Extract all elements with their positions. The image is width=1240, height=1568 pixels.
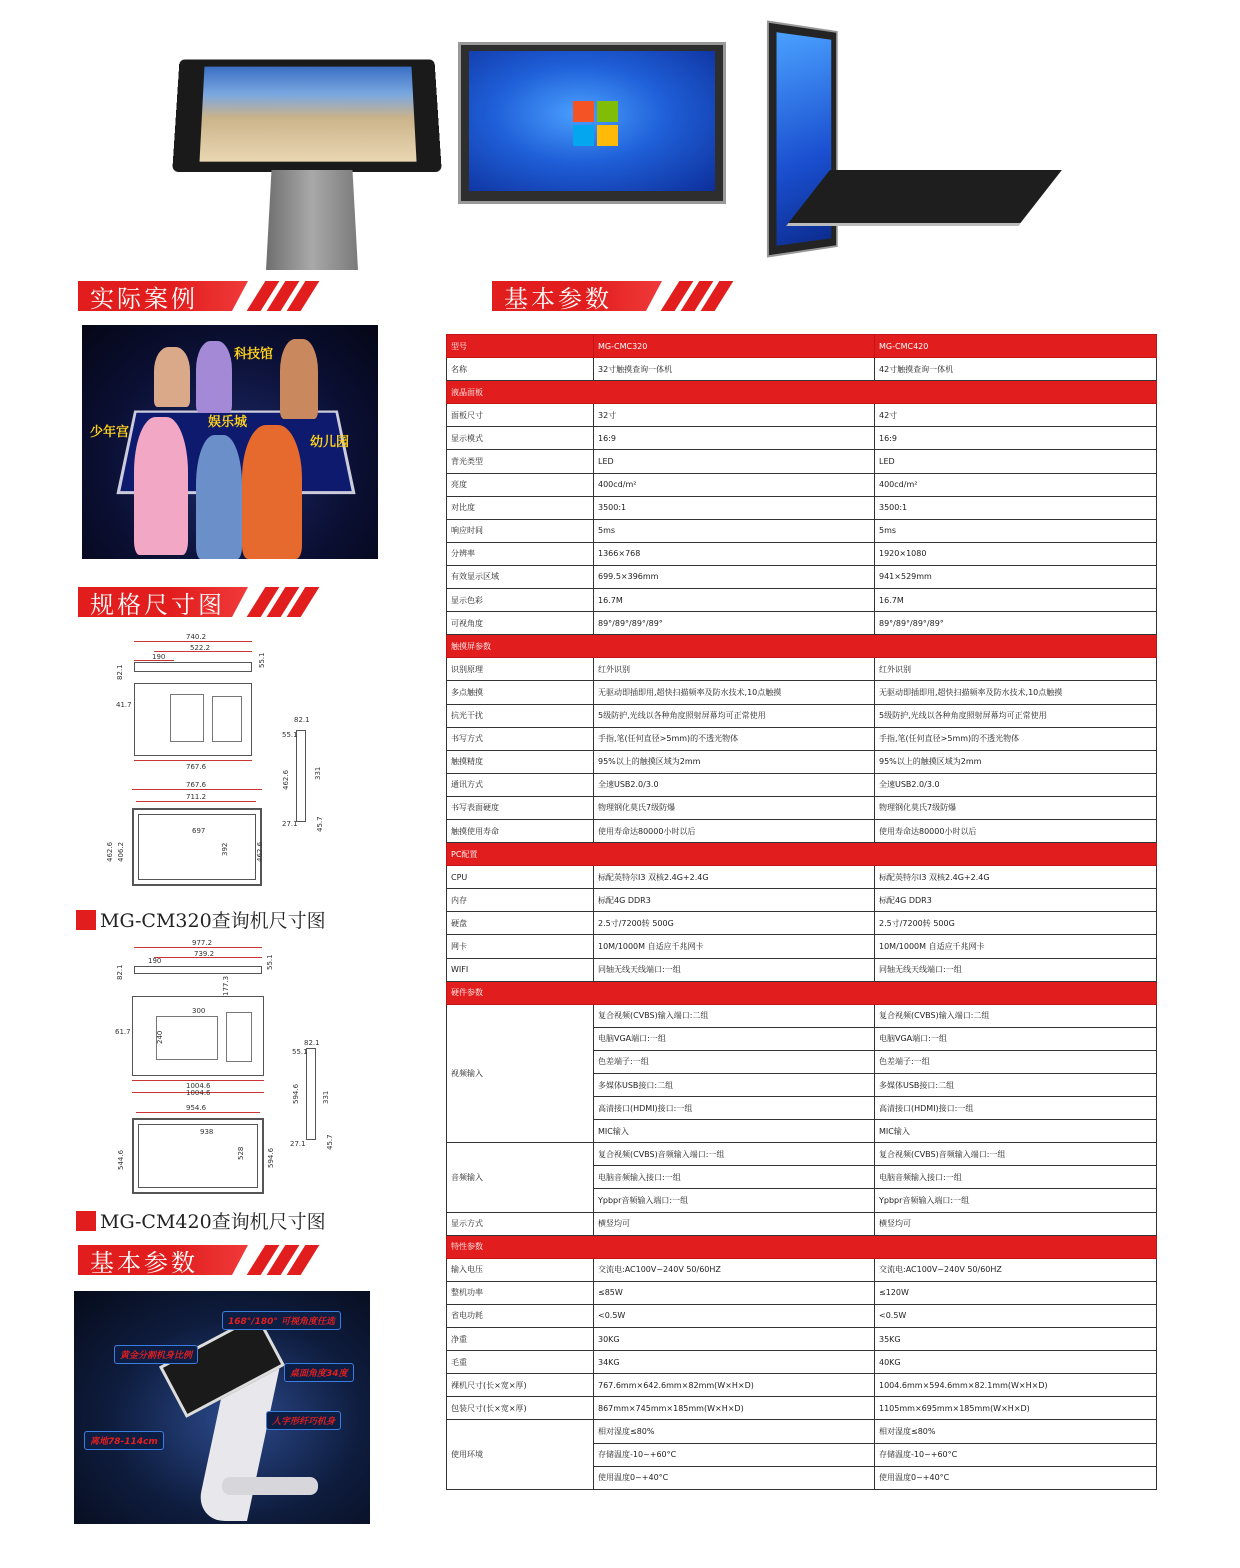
spec-row xyxy=(447,1420,1157,1443)
spec-section-row xyxy=(447,843,1157,866)
spec-cell-c2: 89°/89°/89°/89° xyxy=(594,612,875,635)
spec-row xyxy=(447,404,1157,427)
spec-cell-c3: 2.5寸/7200转 500G xyxy=(875,912,1157,935)
spec-row xyxy=(447,1304,1157,1327)
callout-golden-ratio: 黄金分割机身比例 xyxy=(114,1345,198,1364)
spec-cell-c3: 95%以上的触摸区域为2mm xyxy=(875,750,1157,773)
spec-cell-c3: MG-CMC420 xyxy=(875,335,1157,358)
spec-row xyxy=(447,727,1157,750)
spec-cell-c1: 可视角度 xyxy=(447,612,594,635)
spec-cell-c2: 16.7M xyxy=(594,589,875,612)
spec-row xyxy=(447,1258,1157,1281)
spec-cell-c1: 使用环境 xyxy=(447,1420,594,1489)
case-label-kindergarten: 幼儿园 xyxy=(310,435,350,450)
spec-cell-c1: 输入电压 xyxy=(447,1258,594,1281)
spec-cell-c1: 触摸精度 xyxy=(447,750,594,773)
spec-cell-c2: 34KG xyxy=(594,1351,875,1374)
spec-cell-c1: 裸机尺寸(长×宽×厚) xyxy=(447,1374,594,1397)
spec-cell-c3: 400cd/m² xyxy=(875,473,1157,496)
spec-cell-c3: 10M/1000M 自适应千兆网卡 xyxy=(875,935,1157,958)
spec-cell-c1: 视频输入 xyxy=(447,1004,594,1143)
spec-row xyxy=(447,866,1157,889)
spec-cell-c3: 3500:1 xyxy=(875,496,1157,519)
spec-cell-c2: MG-CMC320 xyxy=(594,335,875,358)
spec-row xyxy=(447,935,1157,958)
spec-cell-c1: 显示色彩 xyxy=(447,589,594,612)
spec-cell-c3: 42寸 xyxy=(875,404,1157,427)
spec-cell-c1: PC配置 xyxy=(447,843,1157,866)
spec-row xyxy=(447,612,1157,635)
spec-row xyxy=(447,1281,1157,1304)
spec-cell-c1: 显示方式 xyxy=(447,1212,594,1235)
spec-row xyxy=(447,565,1157,588)
spec-cell-c1: 书写表面硬度 xyxy=(447,796,594,819)
section-header-dimensions: 规格尺寸图 xyxy=(78,587,318,617)
spec-cell-c3: 高清接口(HDMI)接口:一组 xyxy=(875,1097,1157,1120)
spec-cell-c3: 42寸触摸查询一体机 xyxy=(875,358,1157,381)
case-label-youth-palace: 少年宫 xyxy=(90,425,130,440)
spec-row xyxy=(447,889,1157,912)
spec-cell-c3: 89°/89°/89°/89° xyxy=(875,612,1157,635)
spec-cell-c3: 1105mm×695mm×185mm(W×H×D) xyxy=(875,1397,1157,1420)
spec-row xyxy=(447,681,1157,704)
spec-cell-c2: 存储温度-10~+60°C xyxy=(594,1443,875,1466)
spec-cell-c3: 电脑VGA端口:一组 xyxy=(875,1027,1157,1050)
spec-cell-c1: 整机功率 xyxy=(447,1281,594,1304)
spec-cell-c2: 使用寿命达80000小时以后 xyxy=(594,819,875,842)
spec-cell-c2: 30KG xyxy=(594,1328,875,1351)
spec-cell-c3: 标配4G DDR3 xyxy=(875,889,1157,912)
spec-cell-c1: 显示模式 xyxy=(447,427,594,450)
spec-cell-c3: 使用寿命达80000小时以后 xyxy=(875,819,1157,842)
spec-cell-c3: 35KG xyxy=(875,1328,1157,1351)
spec-cell-c3: 横竖均可 xyxy=(875,1212,1157,1235)
spec-cell-c3: 5ms xyxy=(875,519,1157,542)
spec-row xyxy=(447,1004,1157,1027)
spec-cell-c2: Ypbpr音频输入端口:一组 xyxy=(594,1189,875,1212)
spec-cell-c3: 使用温度0~+40°C xyxy=(875,1466,1157,1489)
spec-cell-c3: 无驱动即插即用,超快扫描频率及防水技术,10点触摸 xyxy=(875,681,1157,704)
spec-cell-c3: 同轴无线天线端口:一组 xyxy=(875,958,1157,981)
spec-cell-c1: 分辨率 xyxy=(447,542,594,565)
spec-cell-c1: 网卡 xyxy=(447,935,594,958)
spec-cell-c1: 毛重 xyxy=(447,1351,594,1374)
case-label-entertainment: 娱乐城 xyxy=(208,415,248,430)
spec-cell-c2: 复合视频(CVBS)输入端口:二组 xyxy=(594,1004,875,1027)
spec-cell-c3: 红外识别 xyxy=(875,658,1157,681)
spec-cell-c1: 有效显示区域 xyxy=(447,565,594,588)
case-label-museum: 科技馆 xyxy=(234,347,274,362)
spec-cell-c2: MIC输入 xyxy=(594,1120,875,1143)
spec-cell-c1: 面板尺寸 xyxy=(447,404,594,427)
spec-cell-c3: 5级防护,光线以各种角度照射屏幕均可正常使用 xyxy=(875,704,1157,727)
spec-cell-c3: 16:9 xyxy=(875,427,1157,450)
spec-cell-c1: 名称 xyxy=(447,358,594,381)
spec-cell-c2: 红外识别 xyxy=(594,658,875,681)
spec-row xyxy=(447,1397,1157,1420)
spec-section-row xyxy=(447,981,1157,1004)
spec-cell-c3: 标配英特尔I3 双核2.4G+2.4G xyxy=(875,866,1157,889)
spec-cell-c1: 书写方式 xyxy=(447,727,594,750)
spec-cell-c1: 亮度 xyxy=(447,473,594,496)
case-photo xyxy=(82,325,378,559)
spec-cell-c2: 3500:1 xyxy=(594,496,875,519)
spec-cell-c2: 电脑VGA端口:一组 xyxy=(594,1027,875,1050)
windows-logo-icon xyxy=(573,101,619,147)
spec-row xyxy=(447,589,1157,612)
spec-cell-c2: 复合视频(CVBS)音频输入端口:一组 xyxy=(594,1143,875,1166)
spec-cell-c2: 电脑音频输入接口:一组 xyxy=(594,1166,875,1189)
spec-cell-c2: 全速USB2.0/3.0 xyxy=(594,773,875,796)
spec-cell-c1: 通讯方式 xyxy=(447,773,594,796)
spec-cell-c3: LED xyxy=(875,450,1157,473)
spec-cell-c2: ≤85W xyxy=(594,1281,875,1304)
spec-cell-c2: 标配英特尔I3 双核2.4G+2.4G xyxy=(594,866,875,889)
spec-cell-c1: 识别原理 xyxy=(447,658,594,681)
spec-cell-c3: Ypbpr音频输入端口:一组 xyxy=(875,1189,1157,1212)
spec-cell-c2: 867mm×745mm×185mm(W×H×D) xyxy=(594,1397,875,1420)
spec-row xyxy=(447,958,1157,981)
spec-cell-c3: 1004.6mm×594.6mm×82.1mm(W×H×D) xyxy=(875,1374,1157,1397)
spec-row xyxy=(447,473,1157,496)
spec-cell-c1: 多点触摸 xyxy=(447,681,594,704)
spec-cell-c1: 特性参数 xyxy=(447,1235,1157,1258)
spec-cell-c1: 对比度 xyxy=(447,496,594,519)
callout-desk-angle: 桌面角度34度 xyxy=(284,1363,354,1382)
spec-cell-c2: 手指,笔(任何直径>5mm)的不透光物体 xyxy=(594,727,875,750)
callout-body: 人字形纤巧机身 xyxy=(266,1411,341,1430)
spec-section-row xyxy=(447,381,1157,404)
spec-row xyxy=(447,1328,1157,1351)
spec-row xyxy=(447,542,1157,565)
spec-cell-c2: 色差端子:一组 xyxy=(594,1050,875,1073)
spec-cell-c2: <0.5W xyxy=(594,1304,875,1327)
section-header-params: 基本参数 xyxy=(492,281,732,311)
spec-section-row xyxy=(447,1235,1157,1258)
spec-cell-c2: 16:9 xyxy=(594,427,875,450)
section-header-cases: 实际案例 xyxy=(78,281,318,311)
section-header-params-bottom: 基本参数 xyxy=(78,1245,318,1275)
spec-cell-c2: 400cd/m² xyxy=(594,473,875,496)
spec-cell-c2: LED xyxy=(594,450,875,473)
spec-cell-c1: 内存 xyxy=(447,889,594,912)
spec-cell-c3: 手指,笔(任何直径>5mm)的不透光物体 xyxy=(875,727,1157,750)
spec-cell-c3: MIC输入 xyxy=(875,1120,1157,1143)
spec-cell-c3: 多媒体USB接口:二组 xyxy=(875,1074,1157,1097)
spec-cell-c2: 2.5寸/7200转 500G xyxy=(594,912,875,935)
spec-cell-c2: 标配4G DDR3 xyxy=(594,889,875,912)
spec-cell-c2: 使用温度0~+40°C xyxy=(594,1466,875,1489)
spec-cell-c1: 触摸使用寿命 xyxy=(447,819,594,842)
spec-row xyxy=(447,358,1157,381)
spec-table xyxy=(446,334,1157,1490)
spec-cell-c3: 40KG xyxy=(875,1351,1157,1374)
spec-row xyxy=(447,819,1157,842)
spec-cell-c1: 型号 xyxy=(447,335,594,358)
spec-cell-c2: 699.5×396mm xyxy=(594,565,875,588)
spec-cell-c2: 767.6mm×642.6mm×82mm(W×H×D) xyxy=(594,1374,875,1397)
callout-height: 离地78-114cm xyxy=(84,1431,164,1450)
spec-cell-c2: 无驱动即插即用,超快扫描频率及防水技术,10点触摸 xyxy=(594,681,875,704)
spec-cell-c1: 背光类型 xyxy=(447,450,594,473)
callout-viewing-angle: 168°/180° 可视角度任选 xyxy=(222,1311,341,1330)
spec-cell-c3: 复合视频(CVBS)音频输入端口:一组 xyxy=(875,1143,1157,1166)
spec-cell-c2: 高清接口(HDMI)接口:一组 xyxy=(594,1097,875,1120)
spec-cell-c2: 32寸触摸查询一体机 xyxy=(594,358,875,381)
spec-section-row xyxy=(447,635,1157,658)
spec-cell-c3: 1920×1080 xyxy=(875,542,1157,565)
spec-cell-c1: 硬盘 xyxy=(447,912,594,935)
spec-cell-c2: 交流电:AC100V~240V 50/60HZ xyxy=(594,1258,875,1281)
spec-cell-c2: 同轴无线天线端口:一组 xyxy=(594,958,875,981)
spec-cell-c2: 相对湿度≤80% xyxy=(594,1420,875,1443)
spec-row xyxy=(447,773,1157,796)
spec-cell-c1: 响应时间 xyxy=(447,519,594,542)
spec-cell-c1: 净重 xyxy=(447,1328,594,1351)
spec-cell-c1: 液晶面板 xyxy=(447,381,1157,404)
spec-cell-c3: 交流电:AC100V~240V 50/60HZ xyxy=(875,1258,1157,1281)
spec-cell-c3: 全速USB2.0/3.0 xyxy=(875,773,1157,796)
spec-cell-c2: 多媒体USB接口:二组 xyxy=(594,1074,875,1097)
spec-cell-c2: 10M/1000M 自适应千兆网卡 xyxy=(594,935,875,958)
spec-cell-c1: 包装尺寸(长×宽×厚) xyxy=(447,1397,594,1420)
spec-row xyxy=(447,496,1157,519)
caption-cm320: MG-CM320查询机尺寸图 xyxy=(76,906,326,933)
spec-cell-c3: 941×529mm xyxy=(875,565,1157,588)
spec-cell-c1: 省电功耗 xyxy=(447,1304,594,1327)
spec-cell-c3: 电脑音频输入接口:一组 xyxy=(875,1166,1157,1189)
spec-cell-c3: <0.5W xyxy=(875,1304,1157,1327)
feature-photo xyxy=(74,1291,370,1524)
spec-row xyxy=(447,658,1157,681)
spec-cell-c2: 5级防护,光线以各种角度照射屏幕均可正常使用 xyxy=(594,704,875,727)
spec-cell-c1: 硬件参数 xyxy=(447,981,1157,1004)
spec-row xyxy=(447,704,1157,727)
spec-cell-c3: ≤120W xyxy=(875,1281,1157,1304)
spec-row xyxy=(447,1374,1157,1397)
spec-cell-c1: 音频输入 xyxy=(447,1143,594,1212)
spec-row xyxy=(447,450,1157,473)
spec-cell-c1: WIFI xyxy=(447,958,594,981)
spec-cell-c2: 物理钢化莫氏7级防爆 xyxy=(594,796,875,819)
caption-cm420: MG-CM420查询机尺寸图 xyxy=(76,1207,326,1234)
spec-cell-c1: 触摸屏参数 xyxy=(447,635,1157,658)
spec-cell-c2: 32寸 xyxy=(594,404,875,427)
spec-cell-c3: 复合视频(CVBS)输入端口:二组 xyxy=(875,1004,1157,1027)
spec-cell-c2: 5ms xyxy=(594,519,875,542)
spec-row xyxy=(447,750,1157,773)
spec-cell-c2: 1366×768 xyxy=(594,542,875,565)
spec-row xyxy=(447,1143,1157,1166)
spec-cell-c2: 95%以上的触摸区域为2mm xyxy=(594,750,875,773)
spec-cell-c1: CPU xyxy=(447,866,594,889)
spec-row xyxy=(447,912,1157,935)
spec-row xyxy=(447,1212,1157,1235)
spec-row xyxy=(447,335,1157,358)
spec-cell-c3: 色差端子:一组 xyxy=(875,1050,1157,1073)
spec-cell-c2: 横竖均可 xyxy=(594,1212,875,1235)
spec-cell-c3: 物理钢化莫氏7级防爆 xyxy=(875,796,1157,819)
spec-cell-c1: 抗光干扰 xyxy=(447,704,594,727)
spec-cell-c3: 相对湿度≤80% xyxy=(875,1420,1157,1443)
spec-cell-c3: 16.7M xyxy=(875,589,1157,612)
spec-row xyxy=(447,1351,1157,1374)
spec-cell-c3: 存储温度-10~+60°C xyxy=(875,1443,1157,1466)
spec-row xyxy=(447,519,1157,542)
spec-row xyxy=(447,427,1157,450)
spec-row xyxy=(447,796,1157,819)
